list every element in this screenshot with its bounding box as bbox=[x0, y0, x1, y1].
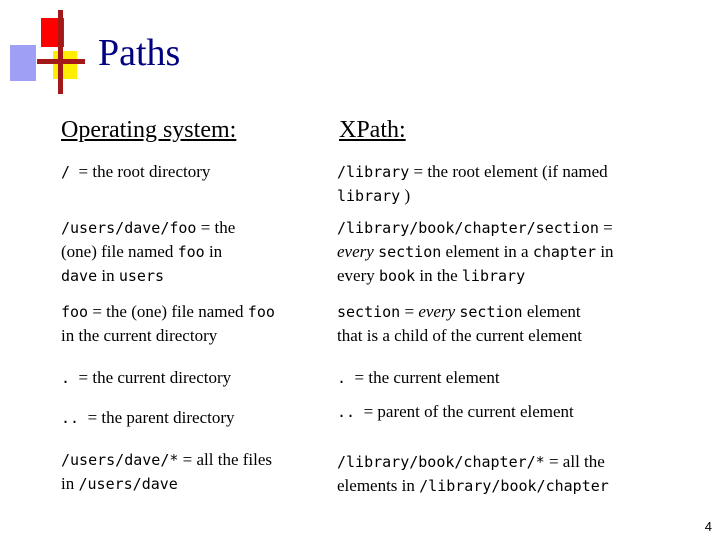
left-row-current: . = the current directory bbox=[61, 368, 232, 387]
left-row-parent: .. = the parent directory bbox=[61, 408, 235, 427]
vertical-bar bbox=[58, 10, 63, 94]
right-row-section: /library/book/chapter/section = every section element in a chapter in every book in the library bbox=[337, 218, 614, 285]
page-number: 4 bbox=[704, 519, 712, 534]
left-row-relative-file: foo = the (one) file named foo in the current directory bbox=[61, 302, 275, 345]
right-row-current: . = the current element bbox=[337, 368, 500, 387]
right-row-all-elements: /library/book/chapter/* = all the elements in /library/book/chapter bbox=[337, 452, 609, 495]
slide-title: Paths bbox=[98, 32, 181, 74]
code: /users/dave/foo bbox=[61, 219, 197, 237]
code: / bbox=[61, 163, 71, 181]
decorative-logo bbox=[0, 0, 100, 100]
right-row-child: section = every section element that is a child of the current element bbox=[337, 302, 582, 345]
desc: = the root directory bbox=[78, 162, 211, 181]
left-row-all-files: /users/dave/* = all the files in /users/dave bbox=[61, 450, 273, 493]
left-row-file: /users/dave/foo = the (one) file named foo in dave in users bbox=[61, 218, 236, 285]
header-operating-system: Operating system: bbox=[61, 117, 237, 143]
blue-square bbox=[10, 45, 36, 81]
right-row-parent: .. = parent of the current element bbox=[337, 402, 574, 421]
left-row-root bbox=[61, 160, 321, 184]
header-xpath: XPath: bbox=[339, 117, 406, 143]
horizontal-bar bbox=[37, 59, 85, 64]
right-row-root: /library = the root element (if named library ) bbox=[337, 162, 608, 205]
yellow-square bbox=[53, 51, 77, 79]
